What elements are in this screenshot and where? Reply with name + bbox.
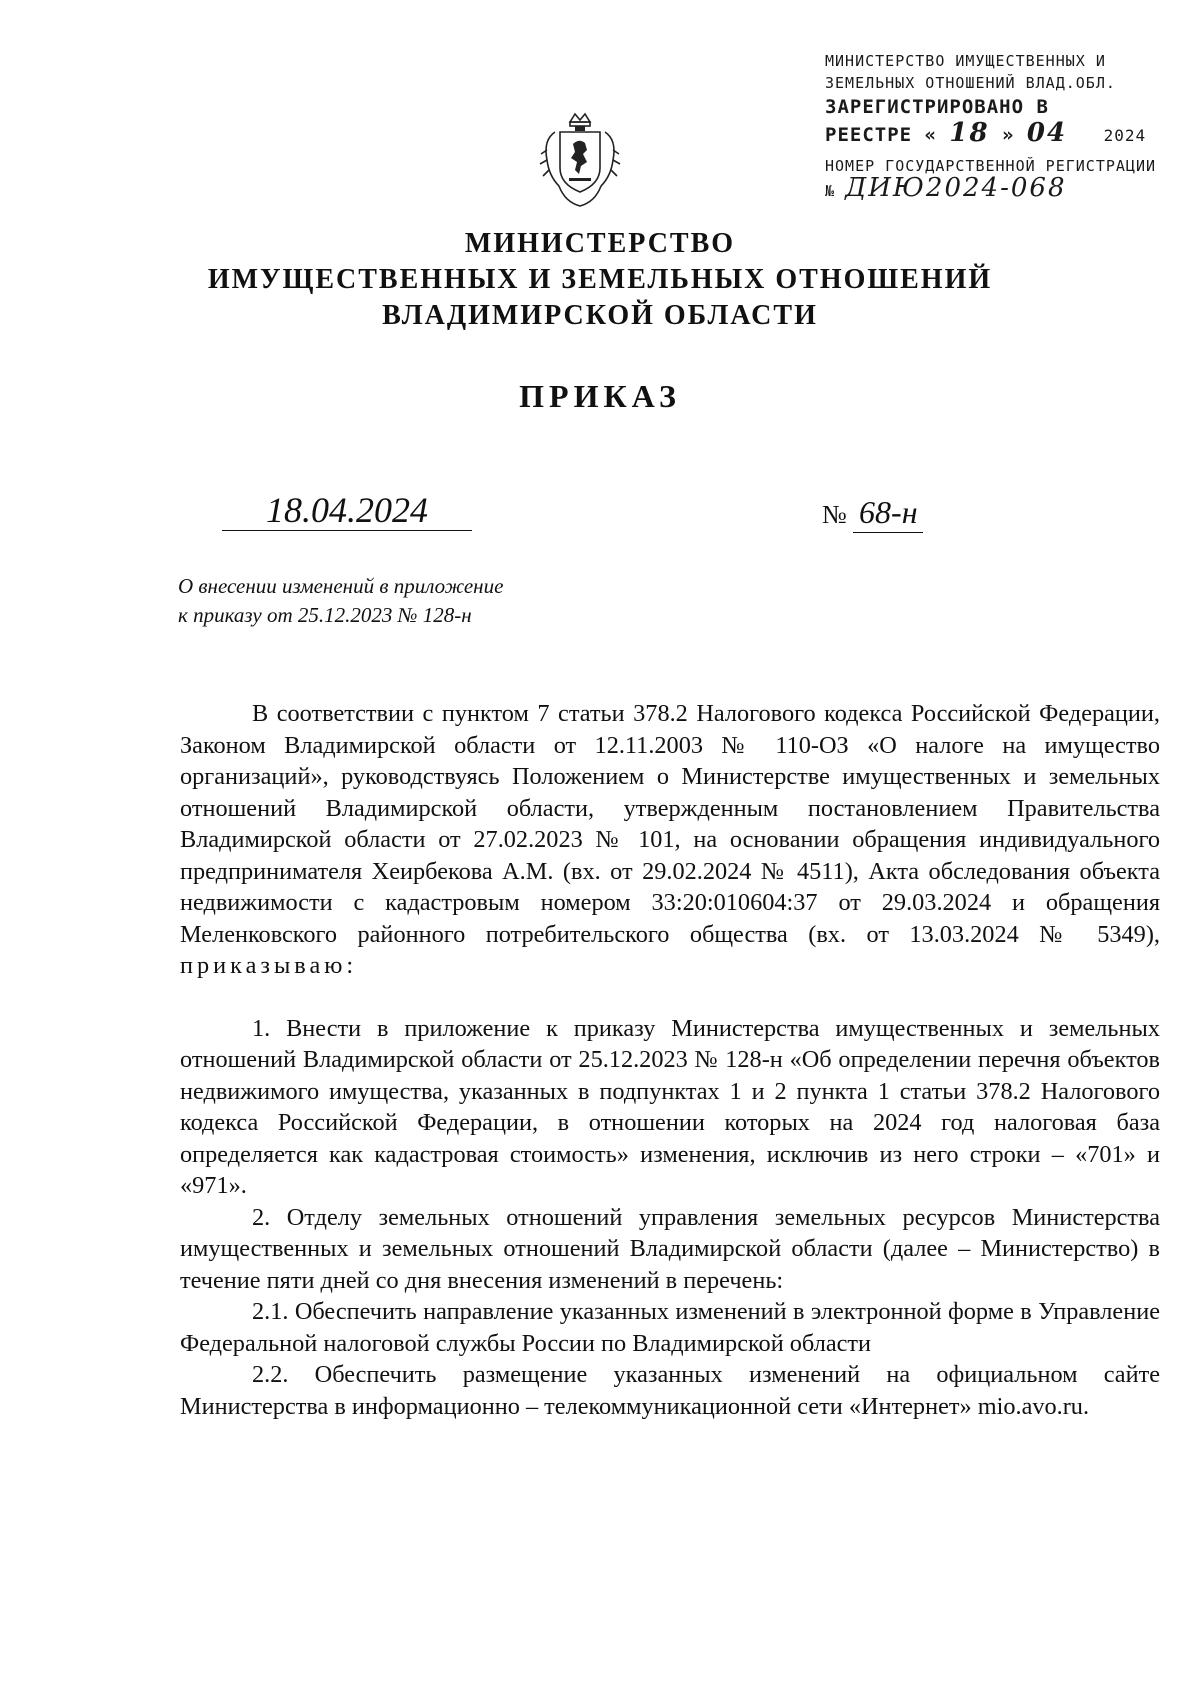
stamp-line-4: РЕЕСТРЕ « 18 » 04 2024 xyxy=(825,118,1147,148)
paragraph-2-1: 2.1. Обеспечить направление указанных изменений в электронной форме в Управление Федеральной налоговой службы России по Владимирской области xyxy=(180,1298,1160,1357)
stamp-line-1: МИНИСТЕРСТВО ИМУЩЕСТВЕННЫХ И xyxy=(825,52,1106,70)
stamp-line-2: ЗЕМЕЛЬНЫХ ОТНОШЕНИЙ ВЛАД.ОБЛ. xyxy=(825,74,1116,92)
ministry-name-line-2: ИМУЩЕСТВЕННЫХ И ЗЕМЕЛЬНЫХ ОТНОШЕНИЙ xyxy=(207,264,993,295)
stamp-day: 18 xyxy=(949,118,990,148)
preamble-paragraph xyxy=(180,698,1160,982)
paragraph-2: 2. Отделу земельных отношений управления земельных ресурсов Министерства имущественных и земельных отношений Владимирской области (далее – Министерство) в течение пяти дней со дня внесения изменений в перечень: xyxy=(180,1203,1160,1294)
paragraph-1: 1. Внести в приложение к приказу Министерства имущественных и земельных отношений Владимирской области от 25.12.2023 № 128-н «Об определении перечня объектов недвижимого имущества, указанных в подпунктах 1 и 2 пункта 1 статьи 378.2 Налогового кодекса Российской Федерации, в отношении которых на 2024 год налоговая база определяется как кадастровая стоимость» изменения, исключив из него строки – «701» и «971». xyxy=(180,1014,1160,1199)
stamp-month: 04 xyxy=(1026,118,1068,148)
stamp-number-prefix: № xyxy=(825,182,836,200)
preamble-text: В соответствии с пунктом 7 статьи 378.2 Налогового кодекса Российской Федерации, Законом Владимирской области от 12.11.2003 № 110-ОЗ «О налоге на имущество организаций», руководствуясь Положением о Министерстве имущественных и земельных отношений Владимирской области, утвержденным постановлением Правительства Владимирской области от 27.02.2023 № 101, на основании обращения индивидуального предпринимателя Хеирбекова А.М. (вх. от 29.02.2024 № 4511), Акта обследования объекта недвижимости с кадастровым номером 33:20:010604:37 от 29.03.2024 и обращения Меленковского районного потребительского общества (вх. от 13.03.2024 № 5349), xyxy=(180,700,1160,948)
stamp-line-6 xyxy=(825,173,1170,203)
order-date: 18.04.2024 xyxy=(222,490,472,531)
ministry-name-line-1: МИНИСТЕРСТВО xyxy=(464,228,736,259)
order-number-label: № xyxy=(822,500,847,529)
stamp-line-5: НОМЕР ГОСУДАРСТВЕННОЙ РЕГИСТРАЦИИ xyxy=(825,157,1157,175)
stamp-line-3: ЗАРЕГИСТРИРОВАНО В xyxy=(825,96,1049,118)
stamp-registration-number: ДИЮ2024-068 xyxy=(845,173,1067,203)
stamp-year: 2024 xyxy=(1103,126,1147,145)
order-word: приказываю: xyxy=(180,952,358,979)
order-number: 68-н xyxy=(853,492,923,533)
paragraph-2-2: 2.2. Обеспечить размещение указанных изменений на официальном сайте Министерства в информационно – телекоммуникационной сети «Интернет» mio.avo.ru. xyxy=(180,1361,1160,1420)
coat-of-arms-icon xyxy=(535,110,625,210)
registration-stamp xyxy=(825,50,1170,202)
stamp-registry-label: РЕЕСТРЕ xyxy=(825,124,913,146)
subject-line-1: О внесении изменений в приложение xyxy=(178,574,504,598)
document-body xyxy=(180,698,1160,1422)
ministry-name-line-3: ВЛАДИМИРСКОЙ ОБЛАСТИ xyxy=(382,300,818,331)
document-type-title: ПРИКАЗ xyxy=(519,378,681,414)
subject-line-2: к приказу от 25.12.2023 № 128-н xyxy=(178,603,472,627)
order-subject xyxy=(178,572,678,630)
order-number-field xyxy=(822,492,932,535)
